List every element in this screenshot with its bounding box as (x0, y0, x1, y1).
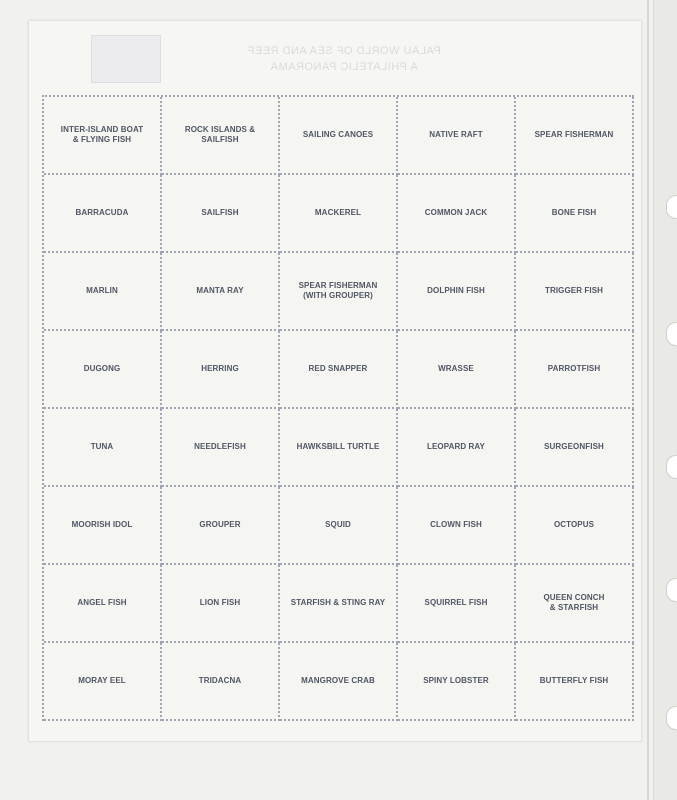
stamp[interactable] (44, 331, 162, 409)
stamp[interactable] (44, 409, 162, 487)
punch-hole (666, 322, 677, 346)
stamp-label: RED SNAPPER (308, 364, 368, 373)
sheet-header-line1: PALAU WORLD OF SEA AND REEF (247, 45, 441, 57)
stamp[interactable] (398, 331, 516, 409)
stamp[interactable] (162, 487, 280, 565)
stamp-label: DUGONG (83, 364, 121, 373)
stamp-label: HERRING (201, 364, 239, 373)
stamp[interactable] (398, 409, 516, 487)
sheet-header (199, 43, 489, 75)
stamp[interactable] (162, 643, 280, 721)
stamp[interactable] (280, 331, 398, 409)
stamp[interactable] (44, 253, 162, 331)
stamp-label: TRIGGER FISH (544, 286, 604, 295)
stamp-label: MANTA RAY (196, 286, 244, 295)
stamp-label: DOLPHIN FISH (427, 286, 485, 295)
stamp-label: LEOPARD RAY (427, 442, 485, 451)
stamp-label: PARROTFISH (547, 364, 601, 373)
stamp-label: LION FISH (199, 598, 241, 607)
stamp-label: SPINY LOBSTER (423, 676, 489, 685)
stamp-label: MARLIN (86, 286, 118, 295)
stamp-label: BARRACUDA (75, 208, 129, 217)
stamp[interactable] (516, 97, 634, 175)
stamp[interactable] (516, 253, 634, 331)
stamp[interactable] (516, 487, 634, 565)
stamp[interactable] (280, 643, 398, 721)
stamp-label: SURGEONFISH (544, 442, 604, 451)
stamp-label: OCTOPUS (553, 520, 595, 529)
stamp[interactable] (516, 175, 634, 253)
stamp[interactable] (516, 331, 634, 409)
stamp[interactable] (162, 253, 280, 331)
stamp[interactable] (516, 565, 634, 643)
stamp[interactable] (44, 97, 162, 175)
punch-hole (666, 578, 677, 602)
stamp[interactable] (162, 565, 280, 643)
stamp-label: BONE FISH (551, 208, 597, 217)
stamp[interactable] (162, 175, 280, 253)
stamp-label: ANGEL FISH (77, 598, 127, 607)
stamp-label: HAWKSBILL TURTLE (296, 442, 380, 451)
stamp-label: SQUIRREL FISH (424, 598, 488, 607)
stamp-label: MORAY EEL (78, 676, 126, 685)
stamp-label: WRASSE (438, 364, 474, 373)
stamp-label: SPEAR FISHERMAN (534, 130, 614, 139)
stamp-label: SAILFISH (201, 208, 239, 217)
stamp-label: MANGROVE CRAB (301, 676, 375, 685)
stamp[interactable] (44, 487, 162, 565)
stamp-label: MACKEREL (314, 208, 362, 217)
sheet-header-line2: A PHILATELIC PANORAMA (270, 61, 418, 73)
stamp[interactable] (280, 409, 398, 487)
stamp-label: QUEEN CONCH & STARFISH (543, 593, 605, 612)
punch-hole (666, 706, 677, 730)
stamp[interactable] (44, 175, 162, 253)
stamp-label: STARFISH & STING RAY (290, 598, 386, 607)
stamp-label: BUTTERFLY FISH (539, 676, 609, 685)
stamp-label: CLOWN FISH (430, 520, 482, 529)
stamp-label: SPEAR FISHERMAN (WITH GROUPER) (298, 281, 378, 300)
stamp-label: MOORISH IDOL (71, 520, 133, 529)
punch-hole (666, 195, 677, 219)
page-rail (647, 0, 649, 800)
stamp[interactable] (44, 565, 162, 643)
stamp[interactable] (398, 97, 516, 175)
binder-strip (653, 0, 677, 800)
stamp-label: SAILING CANOES (302, 130, 374, 139)
stamp-label: NATIVE RAFT (429, 130, 483, 139)
stamp-label: TUNA (90, 442, 114, 451)
sheet-header-box (91, 35, 161, 83)
stamp[interactable] (280, 97, 398, 175)
stamp[interactable] (516, 643, 634, 721)
stamp[interactable] (398, 565, 516, 643)
stamp-label: NEEDLEFISH (194, 442, 246, 451)
stamp-label: SQUID (325, 520, 351, 529)
stamp[interactable] (398, 253, 516, 331)
stamp[interactable] (516, 409, 634, 487)
stamp[interactable] (280, 175, 398, 253)
stamp[interactable] (398, 643, 516, 721)
stamp[interactable] (162, 97, 280, 175)
stamp-label: GROUPER (199, 520, 241, 529)
stamp[interactable] (44, 643, 162, 721)
stamp[interactable] (162, 331, 280, 409)
stamp-label: ROCK ISLANDS & SAILFISH (184, 125, 256, 144)
stamp[interactable] (280, 565, 398, 643)
stamp[interactable] (398, 175, 516, 253)
stamp-grid (42, 95, 634, 721)
stamp[interactable] (280, 253, 398, 331)
stamp[interactable] (280, 487, 398, 565)
punch-hole (666, 455, 677, 479)
stamp-label: COMMON JACK (424, 208, 488, 217)
stamp[interactable] (398, 487, 516, 565)
stamp-label: INTER-ISLAND BOAT & FLYING FISH (60, 125, 144, 144)
stamp[interactable] (162, 409, 280, 487)
stamp-label: TRIDACNA (198, 676, 242, 685)
